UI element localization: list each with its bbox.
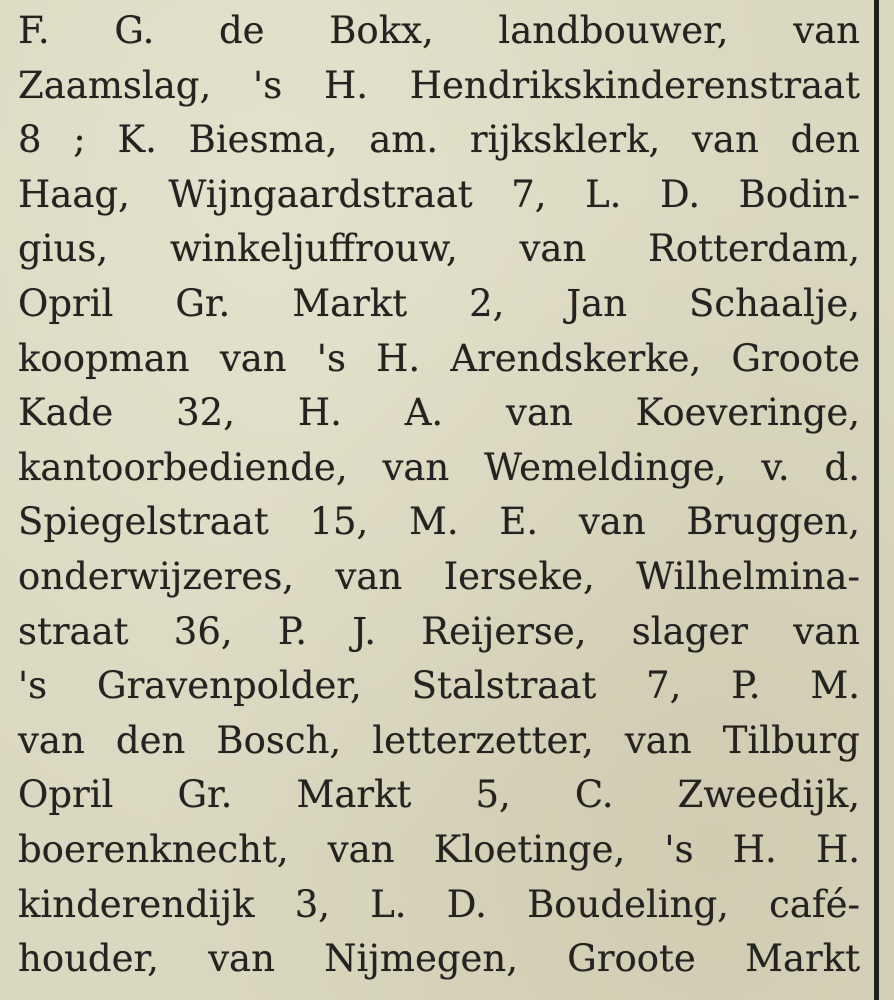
text-line: Zaamslag, 's H. Hendrikskinderenstraat: [18, 63, 860, 107]
text-line: F. G. de Bokx, landbouwer, van: [18, 9, 860, 52]
text-line: van den Bosch, letterzetter, van Tilburg: [18, 718, 860, 762]
text-line: boerenknecht, van Kloetinge, 's H. H.: [18, 827, 860, 871]
column-rule: [874, 0, 879, 1000]
text-line: straat 36, P. J. Reijerse, slager van: [18, 609, 860, 653]
text-line: 8 ; K. Biesma, am. rijksklerk, van den: [18, 118, 860, 162]
text-line: kantoorbediende, van Wemeldinge, v. d.: [18, 445, 860, 489]
text-line: koopman van 's H. Arendskerke, Groote: [18, 336, 860, 380]
text-line: Kade 32, H. A. van Koeveringe,: [18, 391, 860, 435]
text-line: kinderendijk 3, L. D. Boudeling, café-: [18, 882, 860, 926]
text-line: gius, winkeljuffrouw, van Rotterdam,: [18, 227, 860, 271]
text-line: Haag, Wijngaardstraat 7, L. D. Bodin-: [18, 172, 860, 216]
text-line: 's Gravenpolder, Stalstraat 7, P. M.: [18, 664, 860, 708]
text-line: Opril Gr. Markt 5, C. Zweedijk,: [18, 773, 860, 817]
text-line: Opril Gr. Markt 2, Jan Schaalje,: [18, 281, 860, 325]
text-line: onderwijzeres, van Ierseke, Wilhelmina-: [18, 554, 860, 598]
text-line: houder, van Nijmegen, Groote Markt: [18, 937, 860, 981]
text-column: [18, 4, 860, 987]
text-line: Spiegelstraat 15, M. E. van Bruggen,: [18, 500, 860, 544]
